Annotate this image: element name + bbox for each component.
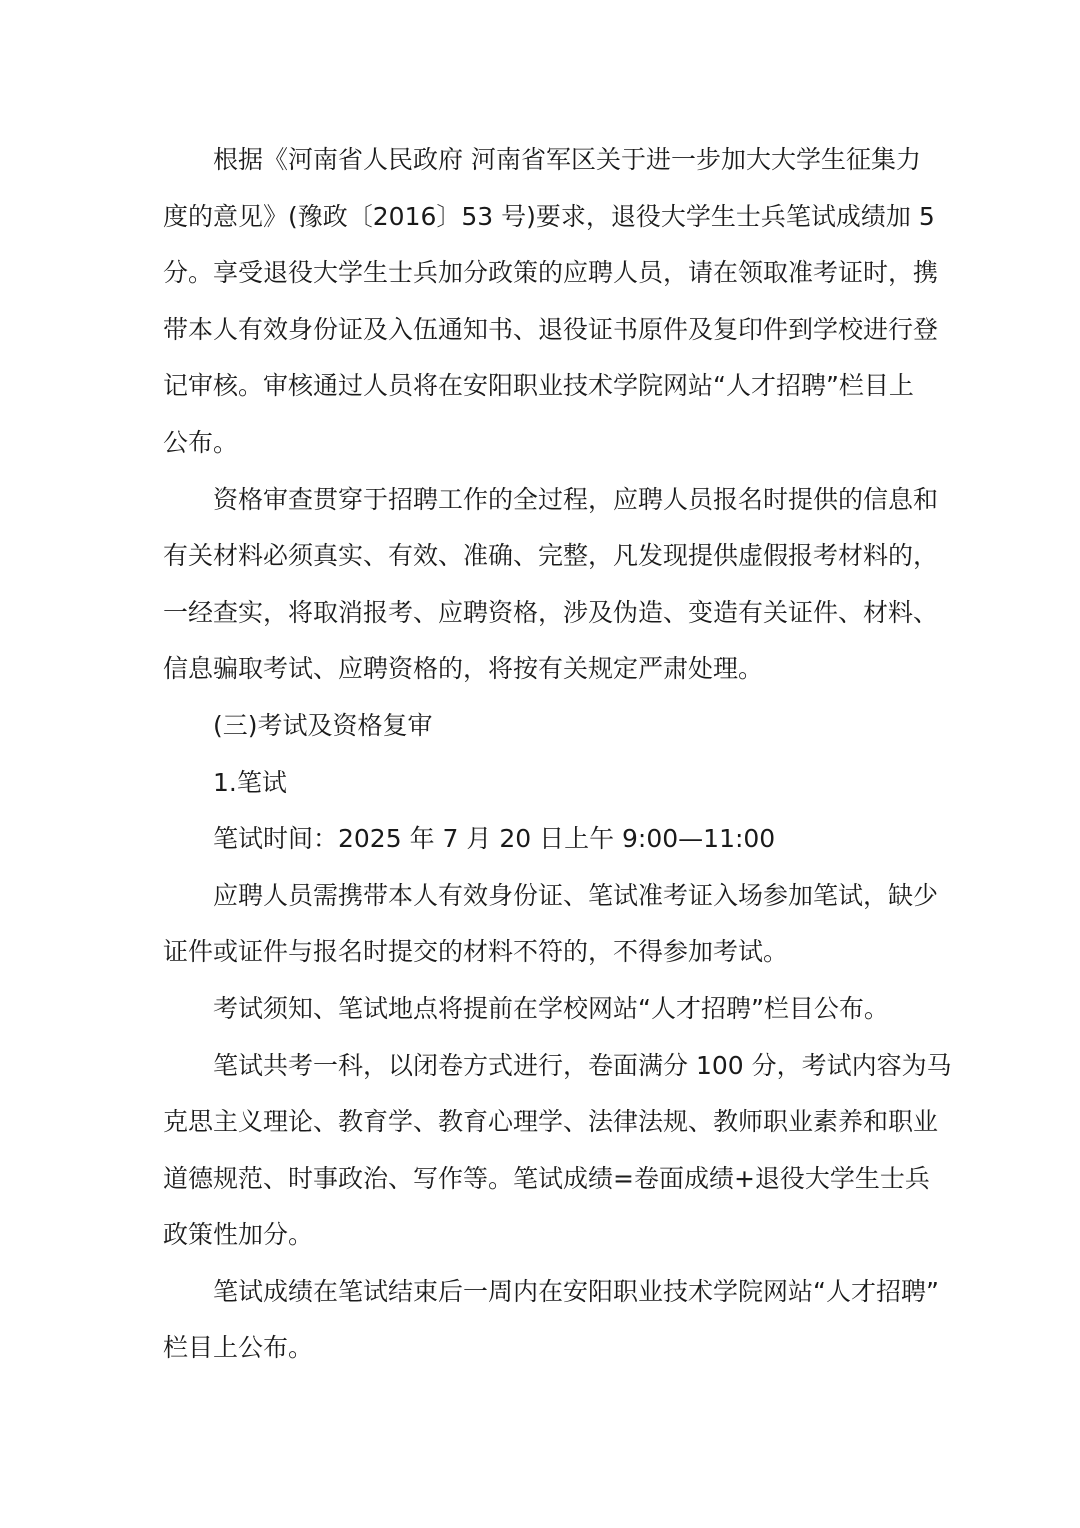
paragraph-exam-documents <box>163 868 939 981</box>
text-line: 笔试共考一科，以闭卷方式进行，卷面满分 100 分，考试内容为马 <box>213 1050 952 1080</box>
text-line: 证件或证件与报名时提交的材料不符的，不得参加考试。 <box>163 937 789 967</box>
text-line: 应聘人员需携带本人有效身份证、笔试准考证入场参加笔试，缺少 <box>213 880 939 910</box>
document-body <box>163 132 952 1377</box>
text-line: 政策性加分。 <box>163 1220 314 1250</box>
text-line: 分。享受退役大学生士兵加分政策的应聘人员，请在领取准考证时，携 <box>163 258 939 288</box>
paragraph-exam-time <box>163 811 919 868</box>
text-line: 笔试时间：2025 年 7 月 20 日上午 9:00—11:00 <box>213 824 776 854</box>
text-line: 道德规范、时事政治、写作等。笔试成绩=卷面成绩+退役大学生士兵 <box>163 1163 930 1193</box>
text-line: 公布。 <box>163 427 239 457</box>
subsection-heading-written-exam <box>163 755 919 812</box>
text-line: 记审核。审核通过人员将在安阳职业技术学院网站“人才招聘”栏目上 <box>163 371 914 401</box>
text-line: 有关材料必须真实、有效、准确、完整，凡发现提供虚假报考材料的， <box>163 541 939 571</box>
text-line: 信息骗取考试、应聘资格的，将按有关规定严肃处理。 <box>163 654 764 684</box>
paragraph-exam-content <box>163 1038 952 1264</box>
text-line: 根据《河南省人民政府 河南省军区关于进一步加大大学生征集力 <box>213 145 921 174</box>
text-line: 资格审查贯穿于招聘工作的全过程，应聘人员报名时提供的信息和 <box>213 484 939 514</box>
text-line: 带本人有效身份证及入伍通知书、退役证书原件及复印件到学校进行登 <box>163 314 939 344</box>
text-line: 笔试成绩在笔试结束后一周内在安阳职业技术学院网站“人才招聘” <box>213 1276 939 1306</box>
paragraph-qualification-review <box>163 472 939 698</box>
text-line: 考试须知、笔试地点将提前在学校网站“人才招聘”栏目公布。 <box>213 993 889 1023</box>
paragraph-score-publication <box>163 1264 939 1377</box>
text-line: 度的意见》(豫政〔2016〕53 号)要求，退役大学生士兵笔试成绩加 5 <box>163 201 935 231</box>
section-heading-exam <box>163 698 919 755</box>
paragraph-exam-notice <box>163 981 919 1038</box>
text-line: 克思主义理论、教育学、教育心理学、法律法规、教师职业素养和职业 <box>163 1107 939 1137</box>
text-line: (三)考试及资格复审 <box>213 710 433 740</box>
text-line: 一经查实，将取消报考、应聘资格，涉及伪造、变造有关证件、材料、 <box>163 597 939 627</box>
paragraph-veteran-bonus <box>163 132 939 472</box>
text-line: 栏目上公布。 <box>163 1333 314 1363</box>
text-line: 1.笔试 <box>213 767 287 797</box>
